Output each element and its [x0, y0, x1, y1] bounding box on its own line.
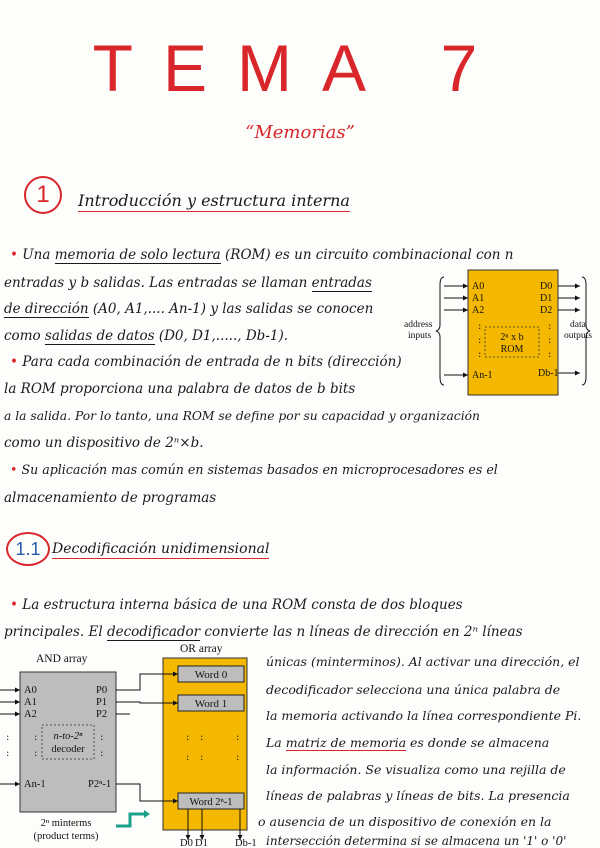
- address-label: address: [404, 320, 433, 330]
- subsection-heading: Decodificación unidimensional: [52, 541, 270, 557]
- term-direccion: de dirección: [4, 301, 89, 317]
- rom-name-label: ROM: [500, 344, 524, 355]
- para2-line2: [4, 624, 523, 640]
- para2-right-line3: la memoria activando la línea correspondiente Pi.: [266, 708, 582, 723]
- rom-input-label: An-1: [472, 370, 493, 381]
- para2-right-line1: únicas (minterminos). Al activar una dirección, el: [266, 654, 580, 669]
- para1-line4: [4, 328, 288, 344]
- svg-text::: :: [186, 752, 190, 763]
- para2-right-line5: la información. Se visualiza como una rejilla de: [266, 762, 566, 777]
- para1-line1: [10, 247, 513, 263]
- page-title: TEMA 7: [92, 31, 508, 105]
- text: (ROM) es un circuito combinacional con n: [225, 247, 514, 263]
- data-output-label: Db-1: [235, 838, 257, 848]
- text: Su aplicación mas común en sistemas basados en microprocesadores es el: [21, 462, 498, 477]
- para2-right-line4: [266, 735, 549, 750]
- and-array-label: AND array: [36, 653, 88, 665]
- rom-size-label: 2ⁿ x b: [500, 332, 524, 343]
- rom-diagram: [400, 265, 600, 400]
- rom-output-label: D2: [540, 305, 553, 316]
- decoder-output-label: P1: [96, 697, 108, 708]
- bullet-icon: •: [10, 462, 18, 477]
- para2-right-line2: decodificador selecciona una única palabra de: [266, 682, 561, 697]
- page-subtitle: “Memorias”: [245, 122, 355, 143]
- rom-input-label: A1: [472, 293, 485, 304]
- section-number-badge: [24, 176, 62, 214]
- decoder-input-label: A2: [24, 709, 37, 720]
- para1-line7: a la salida. Por lo tanto, una ROM se define por su capacidad y organización: [4, 409, 480, 423]
- text: La estructura interna básica de una ROM consta de dos bloques: [22, 597, 463, 613]
- para1-line10: almacenamiento de programas: [4, 490, 217, 506]
- word-label: Word 1: [194, 698, 228, 710]
- svg-text::: :: [100, 732, 104, 743]
- text: convierte las n líneas de dirección en 2ⁿ líneas: [204, 624, 523, 640]
- term-decodificador: decodificador: [106, 624, 201, 640]
- text: principales. El: [4, 624, 103, 640]
- decoder-diagram: [0, 640, 262, 848]
- para1-line5: [10, 354, 402, 370]
- address-label: inputs: [408, 331, 432, 341]
- decoder-input-label: A1: [24, 697, 37, 708]
- rom-output-label: Db-1: [538, 368, 559, 379]
- para1-line8: como un dispositivo de 2ⁿ×b.: [4, 435, 204, 451]
- svg-text::: :: [34, 732, 38, 743]
- text: es donde se almacena: [410, 735, 550, 750]
- decoder-output-label: P2ⁿ-1: [88, 779, 112, 790]
- svg-text::: :: [200, 752, 204, 763]
- svg-text::: :: [6, 732, 10, 743]
- rom-input-label: A0: [472, 281, 485, 292]
- minterms-label: (product terms): [33, 831, 99, 842]
- section-number: 1: [36, 181, 50, 208]
- para1-line9: [10, 462, 498, 477]
- text: (D0, D1,....., Db-1).: [158, 328, 289, 344]
- para2-right-line8: intersección determina si se almacena un '1' o '0': [266, 834, 567, 848]
- text: La: [266, 735, 282, 750]
- rom-output-label: D1: [540, 293, 553, 304]
- bullet-icon: •: [10, 247, 18, 263]
- data-output-label: D1: [195, 838, 208, 848]
- term-matriz: matriz de memoria: [285, 735, 407, 750]
- term-rom: memoria de solo lectura: [54, 247, 221, 263]
- svg-text::: :: [478, 321, 482, 332]
- decoder-input-label: An-1: [24, 779, 46, 790]
- decoder-output-label: P0: [96, 685, 108, 696]
- section-heading: Introducción y estructura interna: [78, 191, 350, 210]
- decoder-output-label: P2: [96, 709, 108, 720]
- term-entradas: entradas: [311, 275, 372, 291]
- bullet-icon: •: [10, 597, 18, 613]
- minterms-label: 2ⁿ minterms: [40, 818, 92, 829]
- word-label: Word 0: [194, 669, 228, 681]
- para1-line6: la ROM proporciona una palabra de datos de b bits: [4, 381, 356, 397]
- decoder-text: decoder: [51, 744, 85, 755]
- svg-text::: :: [34, 748, 38, 759]
- svg-text::: :: [548, 335, 552, 346]
- subsection-number: 1.1: [15, 539, 41, 559]
- para2-right-line7: o ausencia de un dispositivo de conexión en la: [258, 814, 552, 829]
- svg-text::: :: [236, 732, 240, 743]
- svg-text::: :: [548, 349, 552, 360]
- text: Para cada combinación de entrada de n bits (dirección): [22, 354, 402, 370]
- svg-text::: :: [200, 732, 204, 743]
- or-array-label: OR array: [180, 643, 223, 655]
- data-label: data: [570, 320, 586, 330]
- svg-text::: :: [548, 321, 552, 332]
- svg-text::: :: [236, 752, 240, 763]
- text: Una: [22, 247, 51, 263]
- text: como: [4, 328, 41, 344]
- rom-input-label: A2: [472, 305, 485, 316]
- data-label: outputs: [564, 331, 592, 341]
- svg-text::: :: [478, 335, 482, 346]
- text: entradas y b salidas. Las entradas se llaman: [4, 275, 308, 291]
- data-output-label: D0: [180, 838, 193, 848]
- svg-text::: :: [186, 732, 190, 743]
- text: (A0, A1,.... An-1) y las salidas se conocen: [92, 301, 374, 317]
- rom-output-label: D0: [540, 281, 553, 292]
- para1-line3: [4, 301, 373, 317]
- decoder-input-label: A0: [24, 685, 37, 696]
- decoder-text: n-to-2ⁿ: [53, 731, 83, 742]
- word-label: Word 2ⁿ-1: [189, 797, 233, 808]
- svg-text::: :: [478, 349, 482, 360]
- subsection-number-badge: [6, 532, 50, 566]
- bullet-icon: •: [10, 354, 18, 370]
- para2-line1: [10, 597, 463, 613]
- para2-right-line6: líneas de palabras y líneas de bits. La presencia: [266, 788, 570, 803]
- svg-text::: :: [100, 748, 104, 759]
- svg-text::: :: [6, 748, 10, 759]
- term-salidas: salidas de datos: [44, 328, 155, 344]
- para1-line2: [4, 275, 372, 291]
